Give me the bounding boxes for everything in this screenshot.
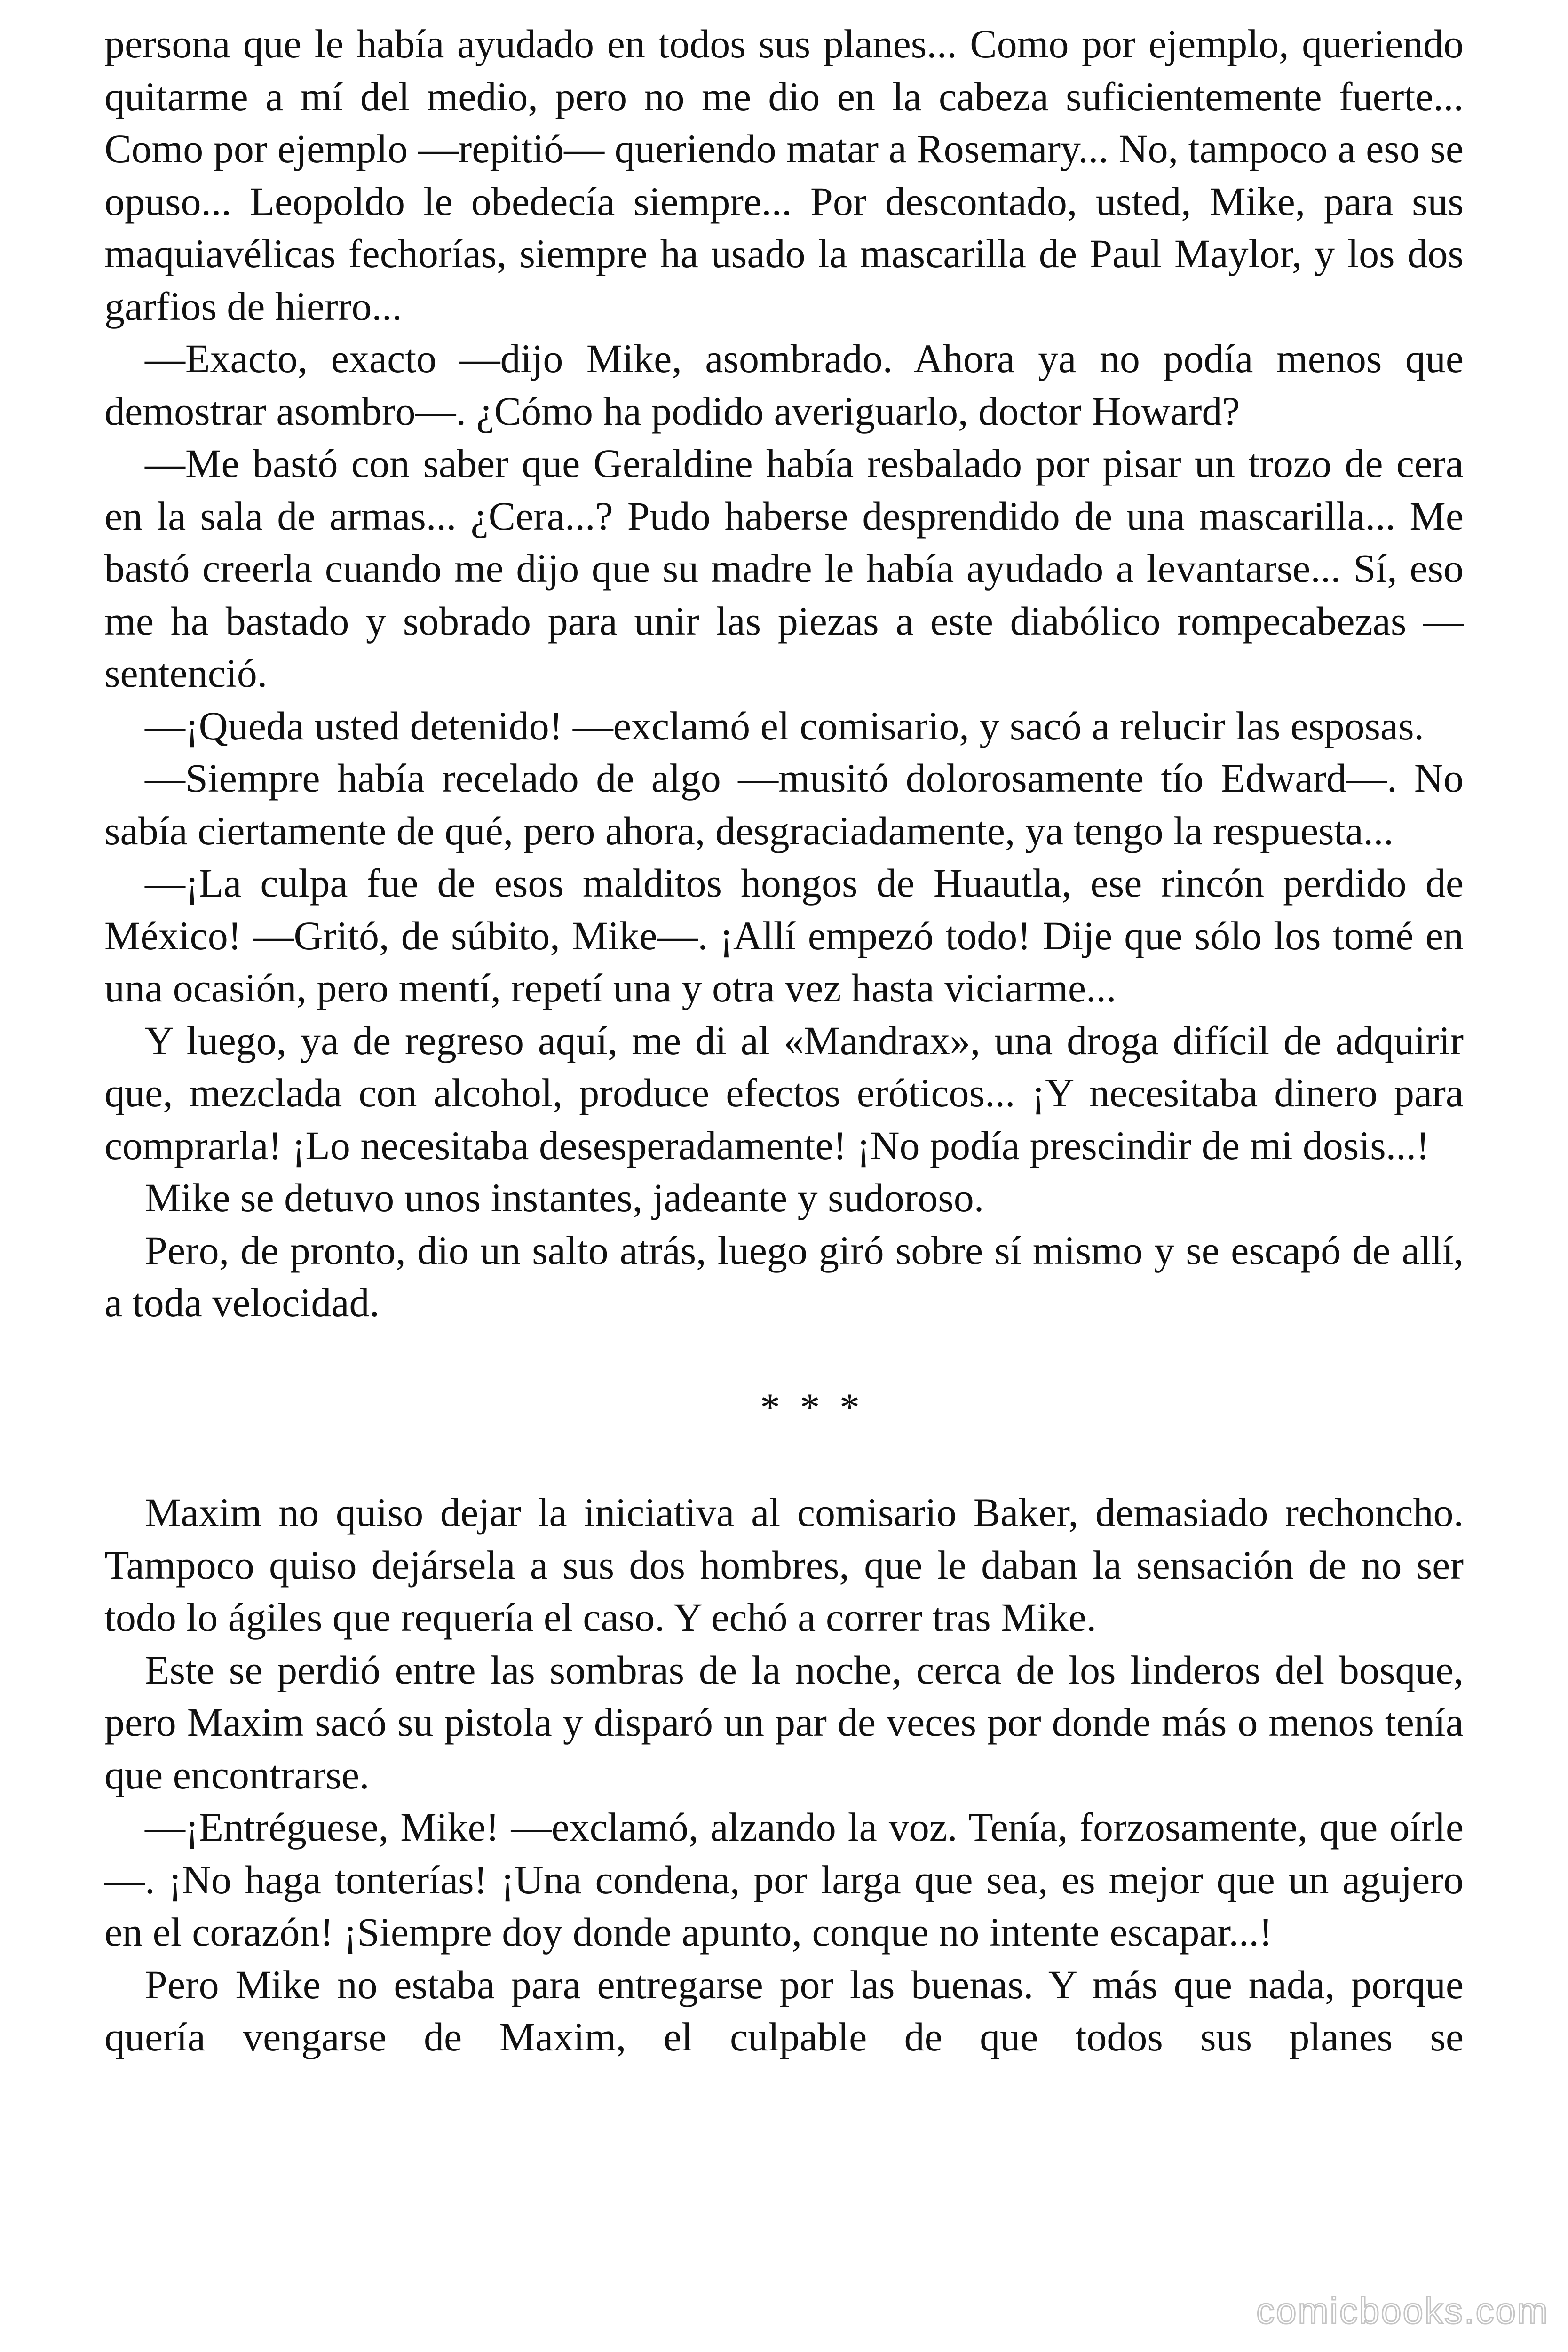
watermark-logo: comicbooks.com [1256,2290,1549,2331]
paragraph: —Me bastó con saber que Geraldine había resbalado por pisar un trozo de cera en la sala de armas... ¿Cera...? Pudo haberse desprendido de una mascarilla... Me bastó creerla cuando me dijo que su madre le había ayudado a levantarse... Sí, eso me ha bastado y sobrado para unir las piezas a este diabólico rompecabezas —sentenció. [104,441,1464,696]
spacer [104,1434,1464,1487]
paragraph: —¡Entréguese, Mike! —exclamó, alzando la voz. Tenía, forzosamente, que oírle—. ¡No haga tonterías! ¡Una condena, por larga que sea, es mejor que un agujero en el corazón! ¡Siempre doy donde apunto, conque no intente escapar...! [104,1804,1464,1955]
paragraph: —Exacto, exacto —dijo Mike, asombrado. Ahora ya no podía menos que demostrar asombro—. ¿Cómo ha podido averiguarlo, doctor Howard? [104,336,1464,434]
section-separator: * * * [760,1385,864,1430]
paragraph: —Siempre había recelado de algo —musitó dolorosamente tío Edward—. No sabía ciertamente de qué, pero ahora, desgraciadamente, ya tengo la respuesta... [104,755,1464,853]
paragraph: persona que le había ayudado en todos sus planes... Como por ejemplo, queriendo quitarme a mí del medio, pero no me dio en la cabeza suficientemente fuerte... Como por ejemplo —repitió— queriendo matar a Rosemary... No, tampoco a eso se opuso... Leopoldo le obedecía siempre... Por descontado, usted, Mike, para sus maquiavélicas fechorías, siempre ha usado la mascarilla de Paul Maylor, y los dos garfios de hierro... [104,21,1464,329]
paragraph: Pero, de pronto, dio un salto atrás, luego giró sobre sí mismo y se escapó de allí, a toda velocidad. [104,1227,1464,1325]
paragraph: Este se perdió entre las sombras de la noche, cerca de los linderos del bosque, pero Maxim sacó su pistola y disparó un par de veces por donde más o menos tenía que encontrarse. [104,1647,1464,1797]
spacer [104,1329,1464,1382]
paragraph: Y luego, ya de regreso aquí, me di al «Mandrax», una droga difícil de adquirir que, mezclada con alcohol, produce efectos eróticos... ¡Y necesitaba dinero para comprarla! ¡Lo necesitaba desesperadamente! ¡No podía prescindir de mi dosis...! [104,1017,1464,1168]
paragraph: —¡La culpa fue de esos malditos hongos de Huautla, ese rincón perdido de México! —Gritó, de súbito, Mike—. ¡Allí empezó todo! Dije que sólo los tomé en una ocasión, pero mentí, repetí una y otra vez hasta viciarme... [104,860,1464,1010]
paragraph: Maxim no quiso dejar la iniciativa al comisario Baker, demasiado rechoncho. Tampoco quiso dejársela a sus dos hombres, que le daban la sensación de no ser todo lo ágiles que requería el caso. Y echó a correr tras Mike. [104,1490,1464,1640]
paragraph: Pero Mike no estaba para entregarse por las buenas. Y más que nada, porque quería vengarse de Maxim, el culpable de que todos sus planes se [104,1962,1464,2059]
paragraph: Mike se detuvo unos instantes, jadeante y sudoroso. [145,1175,984,1220]
page-body [104,18,1464,2064]
paragraph: —¡Queda usted detenido! —exclamó el comisario, y sacó a relucir las esposas. [145,703,1425,748]
